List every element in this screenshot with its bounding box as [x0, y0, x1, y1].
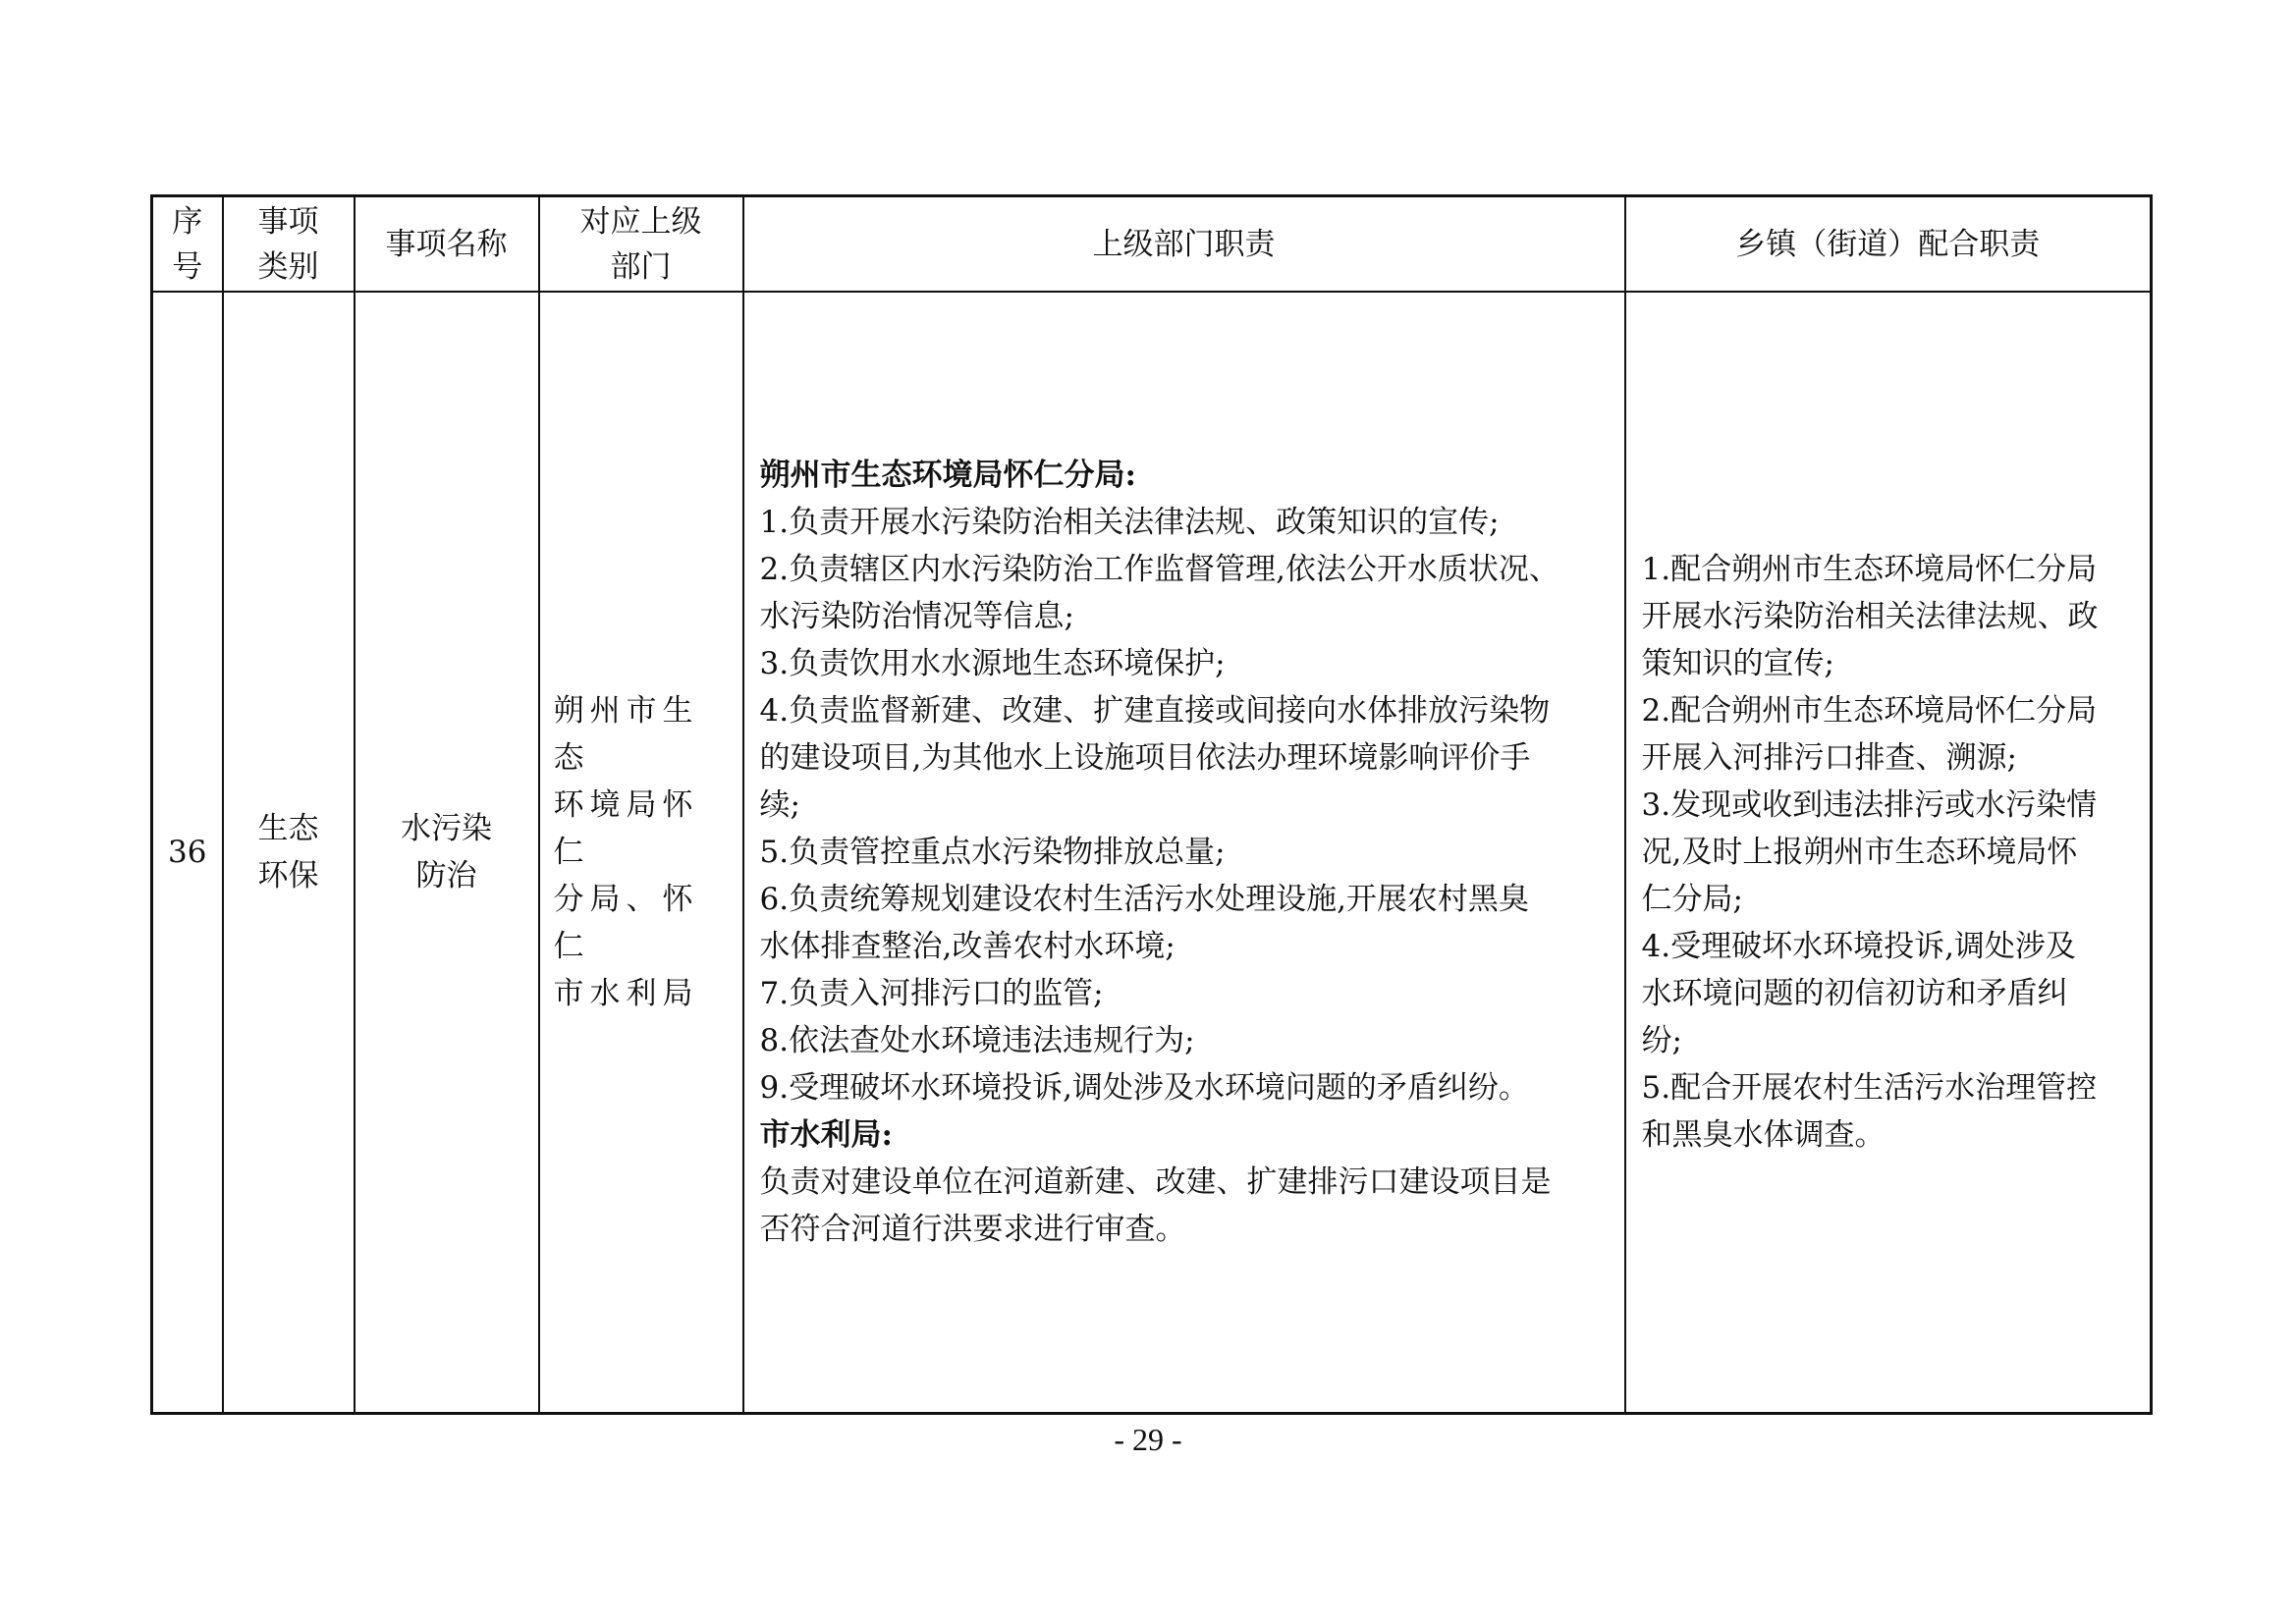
- cell-category: [223, 292, 355, 1414]
- duty-heading: 朔州市生态环境局怀仁分局:: [759, 458, 1136, 493]
- name-line: 水污染: [401, 811, 492, 846]
- coop-line: 4.受理破坏水环境投诉,调处涉及: [1641, 929, 2076, 964]
- cell-dept: [539, 292, 743, 1414]
- header-row: [152, 196, 2152, 293]
- header-category: [223, 196, 355, 293]
- duty-line: 负责对建设单位在河道新建、改建、扩建排污口建设项目是: [759, 1164, 1552, 1200]
- coop-line: 5.配合开展农村生活污水治理管控: [1641, 1070, 2098, 1106]
- duty-line: 4.负责监督新建、改建、扩建直接或间接向水体排放污染物: [759, 693, 1551, 729]
- duty-line: 2.负责辖区内水污染防治工作监督管理,依法公开水质状况、: [759, 552, 1559, 587]
- category-line: 环保: [257, 858, 319, 893]
- cell-upper-duty: [743, 292, 1625, 1414]
- header-upper-duty: 上级部门职责: [743, 196, 1625, 293]
- header-dept: [539, 196, 743, 293]
- header-seq-line: 序: [172, 203, 203, 240]
- header-seq: [152, 196, 223, 293]
- duty-table: [150, 194, 2153, 1415]
- cell-seq: 36: [152, 292, 223, 1414]
- coop-line: 1.配合朔州市生态环境局怀仁分局: [1641, 552, 2098, 587]
- dept-line: 市水利局: [553, 976, 699, 1011]
- coop-line: 和黑臭水体调查。: [1641, 1117, 1886, 1153]
- header-seq-line: 号: [172, 248, 203, 285]
- coop-line: 策知识的宣传;: [1641, 646, 1834, 681]
- duty-line: 3.负责饮用水水源地生态环境保护;: [759, 646, 1226, 681]
- dept-line: 环境局怀仁: [553, 787, 699, 870]
- coop-line: 况,及时上报朔州市生态环境局怀: [1641, 835, 2078, 870]
- duty-line: 8.依法查处水环境违法违规行为;: [759, 1023, 1195, 1058]
- page-number: - 29 -: [1114, 1422, 1182, 1457]
- header-category-line: 类别: [257, 248, 319, 285]
- cell-name: [355, 292, 539, 1414]
- coop-line: 仁分局;: [1641, 882, 1743, 917]
- coop-line: 2.配合朔州市生态环境局怀仁分局: [1641, 693, 2098, 729]
- cell-town-duty: [1625, 292, 2152, 1414]
- dept-line: 分局、怀仁: [553, 882, 699, 964]
- duty-line: 续;: [759, 787, 800, 823]
- duty-line: 的建设项目,为其他水上设施项目依法办理环境影响评价手: [759, 740, 1531, 776]
- coop-line: 3.发现或收到违法排污或水污染情: [1641, 787, 2098, 823]
- duty-line: 6.负责统筹规划建设农村生活污水处理设施,开展农村黑臭: [759, 882, 1529, 917]
- header-dept-line: 对应上级: [579, 203, 702, 240]
- duty-line: 7.负责入河排污口的监管;: [759, 976, 1104, 1011]
- name-line: 防治: [415, 858, 477, 893]
- duty-heading: 市水利局:: [759, 1117, 893, 1153]
- duty-line: 5.负责管控重点水污染物排放总量;: [759, 835, 1226, 870]
- coop-line: 水环境问题的初信初访和矛盾纠: [1641, 976, 2068, 1011]
- coop-line: 开展水污染防治相关法律法规、政: [1641, 599, 2099, 634]
- duty-line: 水污染防治情况等信息;: [759, 599, 1074, 634]
- duty-line: 水体排查整治,改善农村水环境;: [759, 929, 1175, 964]
- header-name: 事项名称: [355, 196, 539, 293]
- category-line: 生态: [257, 811, 319, 846]
- duty-line: 9.受理破坏水环境投诉,调处涉及水环境问题的矛盾纠纷。: [759, 1070, 1529, 1106]
- dept-line: 朔州市生态: [553, 693, 699, 776]
- header-town-duty: 乡镇（街道）配合职责: [1625, 196, 2152, 293]
- header-dept-line: 部门: [610, 248, 672, 285]
- duty-line: 否符合河道行洪要求进行审查。: [759, 1212, 1186, 1247]
- duty-line: 1.负责开展水污染防治相关法律法规、政策知识的宣传;: [759, 505, 1500, 540]
- coop-line: 开展入河排污口排查、溯源;: [1641, 740, 2017, 776]
- coop-line: 纷;: [1641, 1023, 1682, 1058]
- table-row: [152, 292, 2152, 1414]
- header-category-line: 事项: [257, 203, 319, 240]
